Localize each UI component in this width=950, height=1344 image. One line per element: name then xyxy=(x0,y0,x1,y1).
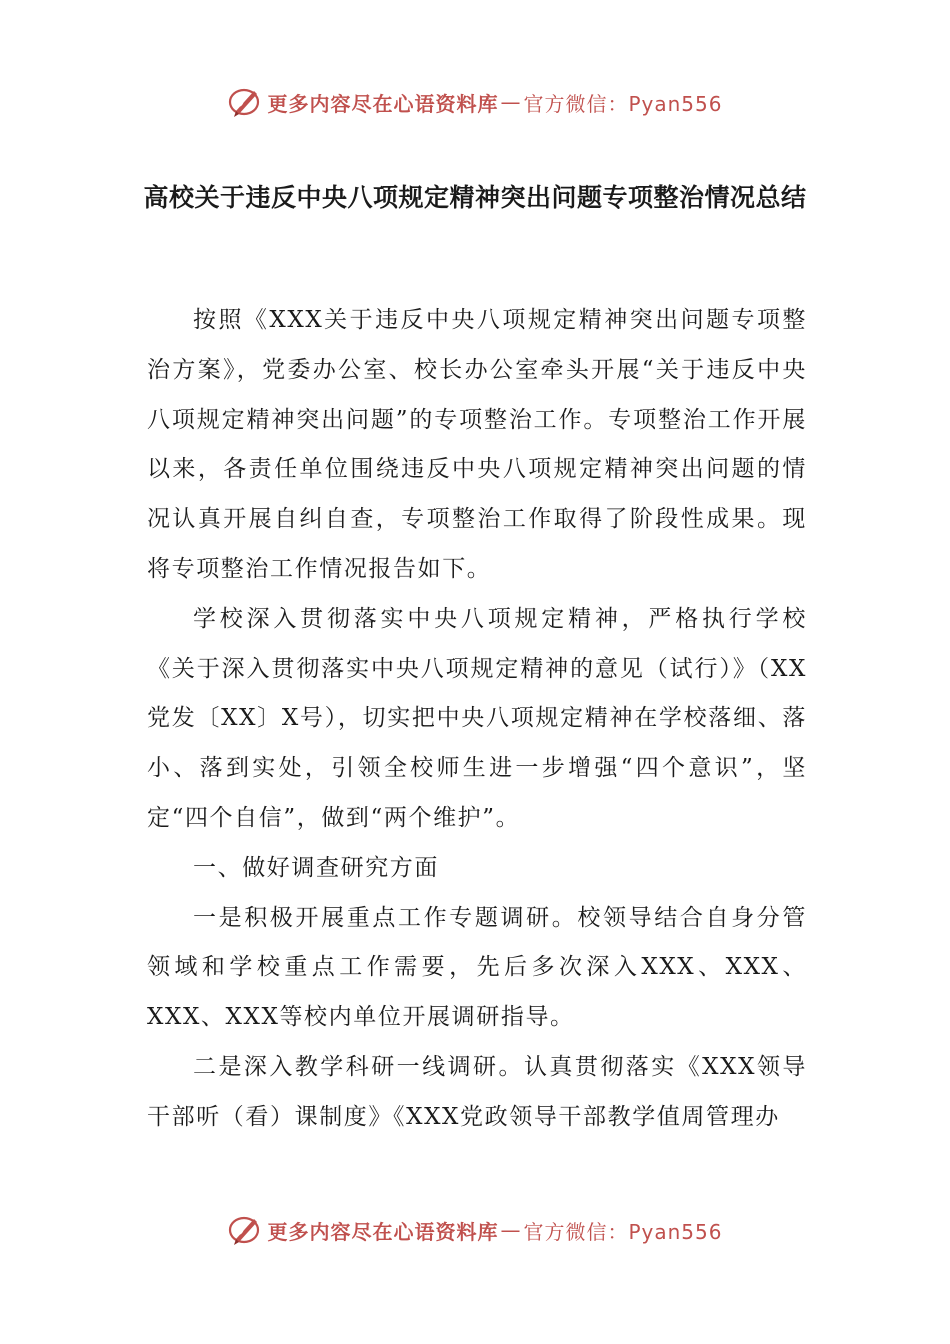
banner-text-main: 更多内容尽在心语资料库 xyxy=(267,91,499,116)
body-paragraph: 二是深入教学科研一线调研。认真贯彻落实《XXX领导干部听（看）课制度》《XXX党政领导干部教学值周管理办 xyxy=(147,1053,807,1130)
body-paragraph: 按照《XXX关于违反中央八项规定精神突出问题专项整治方案》，党委办公室、校长办公室牵头开展“关于违反中央八项规定精神突出问题”的专项整治工作。专项整治工作开展以来，各责任单位围绕违反中央八项规定精神突出问题的情况认真开展自纠自查，专项整治工作取得了阶段性成果。现将专项整治工作情况报告如下。 xyxy=(147,307,807,582)
section-heading: 一、做好调查研究方面 xyxy=(193,854,439,881)
document-title: 高校关于违反中央八项规定精神突出问题专项整治情况总结 xyxy=(143,183,807,212)
banner-text-main: 更多内容尽在心语资料库 xyxy=(267,1219,499,1244)
banner-text-wechat: 官方微信：Pyan556 xyxy=(523,91,723,116)
banner-text-wechat: 官方微信：Pyan556 xyxy=(523,1219,723,1244)
body-paragraph: 一是积极开展重点工作专题调研。校领导结合自身分管领域和学校重点工作需要，先后多次深入XXX、XXX、XXX、XXX等校内单位开展调研指导。 xyxy=(147,904,807,1031)
pen-logo-icon xyxy=(227,84,263,120)
banner-dash: — xyxy=(500,1218,522,1242)
body-paragraph: 学校深入贯彻落实中央八项规定精神，严格执行学校《关于深入贯彻落实中央八项规定精神的意见（试行）》（XX党发〔XX〕X号），切实把中央八项规定精神在学校落细、落小、落到实处，引领全校师生进一步增强“四个意识”，坚定“四个自信”，做到“两个维护”。 xyxy=(147,605,807,831)
footer-banner xyxy=(0,1210,950,1250)
header-banner xyxy=(0,82,950,122)
document-body xyxy=(147,296,807,1143)
pen-logo-icon xyxy=(227,1212,263,1248)
banner-dash: — xyxy=(500,90,522,114)
